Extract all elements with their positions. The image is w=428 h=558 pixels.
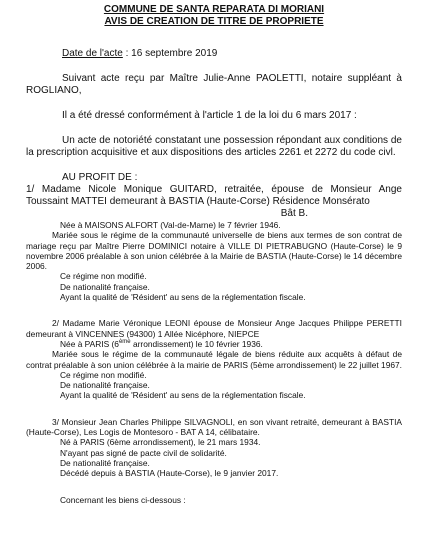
act-date-value: : 16 septembre 2019 <box>122 48 218 59</box>
intro-law: Il a été dressé conformément à l'article 1 de la loi du 6 mars 2017 : <box>62 110 357 121</box>
closing-line: Concernant les biens ci-dessous : <box>60 494 186 505</box>
act-date-label: Date de l'acte <box>62 48 123 59</box>
person-3-nationality: De nationalité française. <box>60 457 150 468</box>
person-2-regime: Mariée sous le régime de la communauté légale de biens réduite aux acquêts à défaut de contrat préalable à son union célébrée à la mairie de PARIS (5ème arrondissement) le 22 juillet 1967. <box>26 349 402 370</box>
person-1-residency: Ayant la qualité de 'Résident' au sens de la réglementation fiscale. <box>60 292 306 303</box>
act-date <box>62 48 402 60</box>
person-3-death: Décédé depuis à BASTIA (Haute-Corse), le 9 janvier 2017. <box>60 468 279 479</box>
intro-notary: Suivant acte reçu par Maître Julie-Anne PAOLETTI, notaire suppléant à ROGLIANO, <box>26 73 402 96</box>
person-1-regime-note: Ce régime non modifié. <box>60 271 147 282</box>
person-3-main: 3/ Monsieur Jean Charles Philippe SILVAGNOLI, en son vivant retraité, demeurant à BASTIA (Haute-Corse), Les Logis de Montesoro - BAT A 14, célibataire. <box>26 416 402 438</box>
person-1-main-end: Bât B. <box>280 208 308 219</box>
person-2-birth: Née à PARIS (6ème arrondissement) le 10 février 1936. <box>60 338 263 349</box>
person-1-regime: Mariée sous le régime de la communauté universelle de biens aux termes de son contrat de mariage reçu par Maître Pierre DOMINICI notaire à VILLE DI PIETRABUGNO (Haute-Corse) le 9 novembre 2006 préalable à son union célébrée à la Mairie de BASTIA (Haute-Corse) le 14 décembre 2006. <box>26 230 402 272</box>
person-1-main: 1/ Madame Nicole Monique GUITARD, retraitée, épouse de Monsieur Ange Toussaint MATTEI demeurant à BASTIA (Haute-Corse) Résidence Monsérato <box>26 184 402 207</box>
person-1-birth: Née à MAISONS ALFORT (Val-de-Marne) le 7 février 1946. <box>60 220 281 230</box>
au-profit-de: AU PROFIT DE : <box>62 172 138 183</box>
person-3-birth: Né à PARIS (6ème arrondissement), le 21 mars 1934. <box>60 437 261 448</box>
person-2-regime-note: Ce régime non modifié. <box>60 369 147 380</box>
person-2-main: 2/ Madame Marie Véronique LEONI épouse de Monsieur Ange Jacques Philippe PERETTI demeurant à VINCENNES (94300) 1 Allée Nicéphore, NIEPCE <box>26 318 402 339</box>
intro-notoriety: Un acte de notoriété constatant une possession répondant aux conditions de la prescription acquisitive et aux dispositions des articles 2261 et 2272 du code civl. <box>26 135 402 158</box>
person-2-nationality: De nationalité française. <box>60 380 150 391</box>
commune-title: COMMUNE DE SANTA REPARATA DI MORIANI <box>103 4 325 15</box>
person-2-residency: Ayant la qualité de 'Résident' au sens de la réglementation fiscale. <box>60 390 306 401</box>
person-3-pacs: N'ayant pas signé de pacte civil de solidarité. <box>60 447 227 458</box>
notice-title: AVIS DE CREATION DE TITRE DE PROPRIETE <box>104 16 324 27</box>
person-1-nationality: De nationalité française. <box>60 281 150 292</box>
